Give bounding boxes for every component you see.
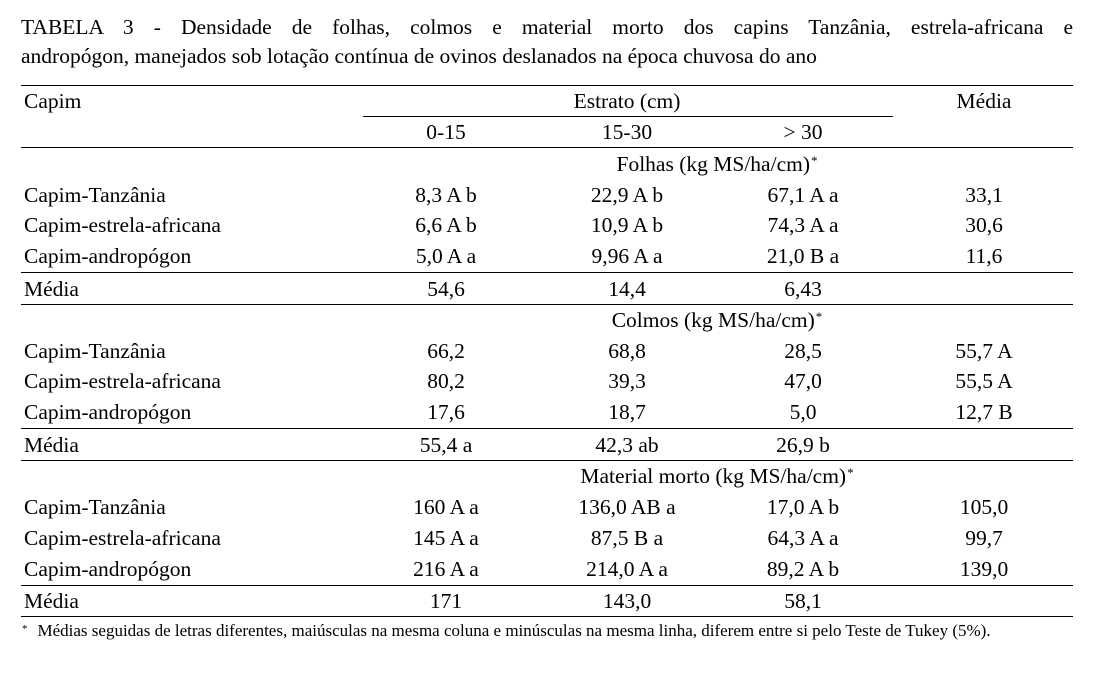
footnote-marker: * bbox=[811, 153, 818, 168]
row-label-media: Média bbox=[24, 277, 79, 301]
table-top-rule bbox=[21, 85, 1073, 86]
row-label-media: Média bbox=[24, 433, 79, 457]
table-cell: 17,6 bbox=[427, 400, 465, 424]
table-cell: 39,3 bbox=[608, 369, 646, 393]
table-cell: 143,0 bbox=[602, 589, 652, 613]
table-cell: 55,4 a bbox=[419, 433, 473, 457]
table-cell: 171 bbox=[429, 589, 463, 613]
table-cell: 10,9 A b bbox=[590, 213, 664, 237]
table-cell: 47,0 bbox=[784, 369, 822, 393]
strata-header-rule bbox=[363, 116, 893, 117]
table-cell-mean: 99,7 bbox=[965, 526, 1003, 550]
table-cell: 21,0 B a bbox=[766, 244, 840, 268]
section-rule bbox=[21, 304, 1073, 305]
column-header-estrato: Estrato (cm) bbox=[573, 89, 681, 113]
row-label-media: Média bbox=[24, 589, 79, 613]
column-header-capim: Capim bbox=[24, 89, 82, 113]
table-cell-mean: 30,6 bbox=[965, 213, 1003, 237]
caption-line-2: andropógon, manejados sob lotação contínua de ovinos deslanados na época chuvosa do ano bbox=[21, 44, 817, 68]
column-header-stratum: > 30 bbox=[783, 120, 823, 144]
table-cell: 42,3 ab bbox=[595, 433, 659, 457]
table-cell: 8,3 A b bbox=[415, 183, 477, 207]
table-cell: 66,2 bbox=[427, 339, 465, 363]
table-cell: 216 A a bbox=[413, 557, 479, 581]
section-rule bbox=[21, 585, 1073, 586]
table-cell: 74,3 A a bbox=[767, 213, 839, 237]
table-cell: 18,7 bbox=[608, 400, 646, 424]
table-cell: 22,9 A b bbox=[590, 183, 664, 207]
table-cell: 64,3 A a bbox=[767, 526, 839, 550]
row-label: Capim-Tanzânia bbox=[24, 339, 166, 363]
row-label: Capim-estrela-africana bbox=[24, 526, 221, 550]
caption-line-1: TABELA 3 - Densidade de folhas, colmos e material morto dos capins Tanzânia, estrela-africana e bbox=[21, 15, 1073, 39]
row-label: Capim-andropógon bbox=[24, 244, 192, 268]
table-cell: 54,6 bbox=[427, 277, 465, 301]
row-label: Capim-andropógon bbox=[24, 400, 192, 424]
table-cell: 80,2 bbox=[427, 369, 465, 393]
table-cell: 14,4 bbox=[608, 277, 646, 301]
section-title-colmos: Colmos (kg MS/ha/cm)* bbox=[611, 308, 823, 332]
row-label: Capim-estrela-africana bbox=[24, 369, 221, 393]
table-cell: 6,6 A b bbox=[415, 213, 477, 237]
table-cell-mean: 11,6 bbox=[965, 244, 1003, 268]
row-label: Capim-estrela-africana bbox=[24, 213, 221, 237]
row-label: Capim-andropógon bbox=[24, 557, 192, 581]
table-cell: 87,5 B a bbox=[590, 526, 664, 550]
table-footnote bbox=[21, 619, 1073, 643]
table-cell-mean: 55,7 A bbox=[955, 339, 1013, 363]
table-cell: 160 A a bbox=[413, 495, 479, 519]
table-bottom-rule bbox=[21, 616, 1073, 617]
section-title-folhas: Folhas (kg MS/ha/cm)* bbox=[616, 152, 818, 176]
table-cell: 136,0 AB a bbox=[578, 495, 676, 519]
table-cell: 89,2 A b bbox=[766, 557, 840, 581]
section-rule bbox=[21, 272, 1073, 273]
table-cell: 214,0 A a bbox=[586, 557, 668, 581]
table-cell-mean: 12,7 B bbox=[955, 400, 1013, 424]
table-cell: 9,96 A a bbox=[591, 244, 663, 268]
table-cell: 68,8 bbox=[608, 339, 646, 363]
table-cell-mean: 33,1 bbox=[965, 183, 1003, 207]
table-cell: 145 A a bbox=[413, 526, 479, 550]
section-rule bbox=[21, 428, 1073, 429]
table-cell: 28,5 bbox=[784, 339, 822, 363]
footnote-text: Médias seguidas de letras diferentes, maiúsculas na mesma coluna e minúsculas na mesma linha, diferem entre si pelo Teste de Tukey (5%). bbox=[37, 621, 991, 640]
column-header-media: Média bbox=[956, 89, 1012, 113]
table-cell-mean: 105,0 bbox=[959, 495, 1009, 519]
table-cell: 67,1 A a bbox=[767, 183, 839, 207]
table-cell: 5,0 bbox=[789, 400, 817, 424]
section-rule bbox=[21, 460, 1073, 461]
column-header-stratum: 15-30 bbox=[601, 120, 653, 144]
table-cell: 58,1 bbox=[784, 589, 822, 613]
table-cell: 6,43 bbox=[784, 277, 822, 301]
column-header-stratum: 0-15 bbox=[426, 120, 466, 144]
footnote-marker: * bbox=[815, 309, 823, 324]
row-label: Capim-Tanzânia bbox=[24, 183, 166, 207]
table-cell-mean: 139,0 bbox=[959, 557, 1009, 581]
section-title-material-morto: Material morto (kg MS/ha/cm)* bbox=[580, 464, 854, 488]
footnote-marker: * bbox=[847, 465, 854, 480]
table-cell: 17,0 A b bbox=[766, 495, 840, 519]
table-cell: 26,9 b bbox=[776, 433, 830, 457]
table-cell-mean: 55,5 A bbox=[955, 369, 1013, 393]
header-bottom-rule bbox=[21, 147, 1073, 148]
row-label: Capim-Tanzânia bbox=[24, 495, 166, 519]
table-cell: 5,0 A a bbox=[415, 244, 477, 268]
footnote-marker: * bbox=[22, 623, 28, 635]
table-caption bbox=[21, 13, 1073, 71]
